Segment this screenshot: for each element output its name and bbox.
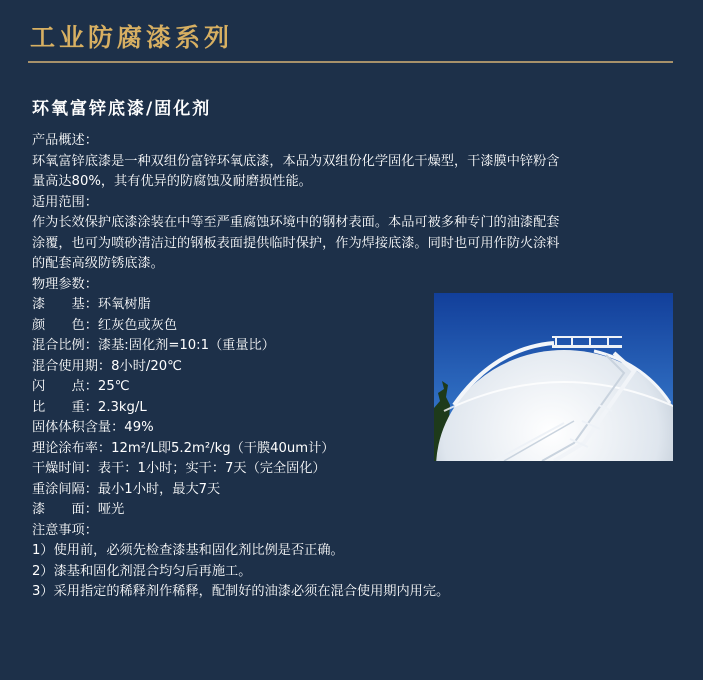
overview-heading: 产品概述： (32, 133, 98, 148)
title-divider (28, 61, 673, 63)
product-title: 环氧富锌底漆/固化剂 (32, 99, 212, 119)
param-drying-time: 干燥时间：表干：1小时；实干：7天（完全固化） (32, 461, 326, 476)
scope-line: 涂覆，也可为喷砂清洁过的钢板表面提供临时保护，作为焊接底漆。同时也可用作防火涂料 (32, 235, 560, 251)
param-spreading-rate: 理论涂布率：12m²/L即5.2m²/kg（干膜40um计） (32, 440, 335, 456)
param-binder: 漆 基：环氧树脂 (32, 297, 151, 312)
param-volume-solids: 固体体积含量：49% (32, 420, 154, 435)
series-title: 工业防腐漆系列 (30, 23, 234, 52)
scope-line: 作为长效保护底漆涂装在中等至严重腐蚀环境中的钢材表面。本品可被多种专门的油漆配套 (32, 215, 560, 230)
param-recoat-interval: 重涂间隔：最小1小时，最大7天 (32, 481, 221, 497)
overview-line: 量高达80%，其有优异的防腐蚀及耐磨损性能。 (32, 174, 312, 189)
param-color: 颜 色：红灰色或灰色 (32, 317, 178, 333)
param-flash-point: 闪 点：25℃ (32, 379, 130, 394)
note-item: 1）使用前，必须先检查漆基和固化剂比例是否正确。 (32, 543, 344, 558)
notes-heading: 注意事项： (32, 522, 98, 538)
params-heading: 物理参数： (32, 276, 98, 292)
storage-sphere-photo (434, 293, 673, 461)
param-specific-gravity: 比 重：2.3kg/L (32, 399, 147, 415)
scope-heading: 适用范围： (32, 194, 98, 210)
param-pot-life: 混合使用期：8小时/20℃ (32, 358, 182, 374)
param-finish: 漆 面：哑光 (32, 502, 125, 517)
scope-line: 的配套高级防锈底漆。 (32, 256, 164, 271)
overview-line: 环氧富锌底漆是一种双组份富锌环氧底漆，本品为双组份化学固化干燥型，干漆膜中锌粉含 (32, 153, 560, 169)
note-item: 3）采用指定的稀释剂作稀释，配制好的油漆必须在混合使用期内用完。 (32, 584, 450, 599)
param-mix-ratio: 混合比例：漆基:固化剂=10:1（重量比） (32, 338, 275, 353)
note-item: 2）漆基和固化剂混合均匀后再施工。 (32, 563, 252, 579)
